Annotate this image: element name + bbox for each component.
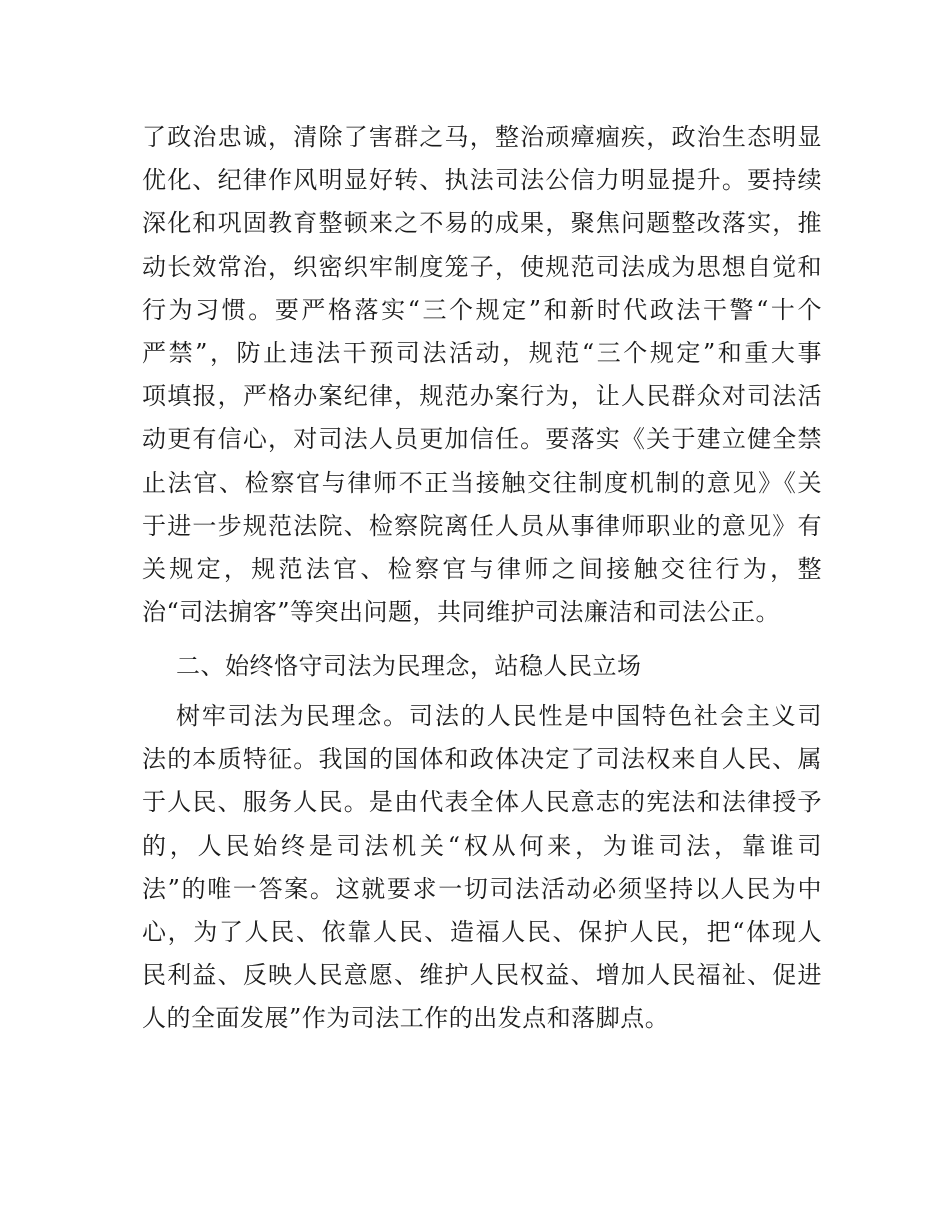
paragraph-line: 治“司法掮客”等突出问题，共同维护司法廉洁和司法公正。 [142, 598, 781, 627]
paragraph-line: 动长效常治，织密织牢制度笼子，使规范司法成为思想自觉和 [142, 252, 822, 281]
paragraph-people-centered-justice [142, 695, 822, 1041]
paragraph-integrity-rectification [142, 116, 822, 634]
paragraph-line: 关规定，规范法官、检察官与律师之间接触交往行为，整 [142, 554, 822, 583]
paragraph-line: 树牢司法为民理念。司法的人民性是中国特色社会主义司 [176, 702, 822, 730]
paragraph-line: 于人民、服务人民。是由代表全体人民意志的宪法和法律授予 [142, 788, 822, 817]
paragraph-line: 行为习惯。要严格落实“三个规定”和新时代政法干警“十个 [142, 295, 822, 324]
paragraph-line: 动更有信心，对司法人员更加信任。要落实《关于建立健全禁 [142, 425, 822, 454]
section-heading-text: 二、始终恪守司法为民理念，站稳人民立场 [176, 652, 642, 680]
paragraph-line: 的，人民始终是司法机关“权从何来，为谁司法，靠谁司 [142, 831, 822, 860]
paragraph-line: 人的全面发展”作为司法工作的出发点和落脚点。 [142, 1004, 670, 1033]
paragraph-line: 止法官、检察官与律师不正当接触交往制度机制的意见》《关 [142, 468, 822, 497]
paragraph-line: 了政治忠诚，清除了害群之马，整治顽瘴痼疾，政治生态明显 [142, 123, 822, 151]
paragraph-line: 心，为了人民、依靠人民、造福人民、保护人民，把“体现人 [142, 917, 822, 946]
section-heading-2 [142, 645, 822, 688]
paragraph-line: 严禁”，防止违法干预司法活动，规范“三个规定”和重大事 [142, 338, 822, 367]
paragraph-line: 项填报，严格办案纪律，规范办案行为，让人民群众对司法活 [142, 382, 822, 411]
paragraph-line: 民利益、反映人民意愿、维护人民权益、增加人民福祉、促进 [142, 961, 822, 990]
paragraph-line: 优化、纪律作风明显好转、执法司法公信力明显提升。要持续 [142, 166, 822, 195]
paragraph-line: 法的本质特征。我国的国体和政体决定了司法权来自人民、属 [142, 745, 822, 774]
paragraph-line: 法”的唯一答案。这就要求一切司法活动必须坚持以人民为中 [142, 874, 822, 903]
paragraph-line: 于进一步规范法院、检察院离任人员从事律师职业的意见》有 [142, 511, 822, 540]
paragraph-line: 深化和巩固教育整顿来之不易的成果，聚焦问题整改落实，推 [142, 209, 822, 238]
